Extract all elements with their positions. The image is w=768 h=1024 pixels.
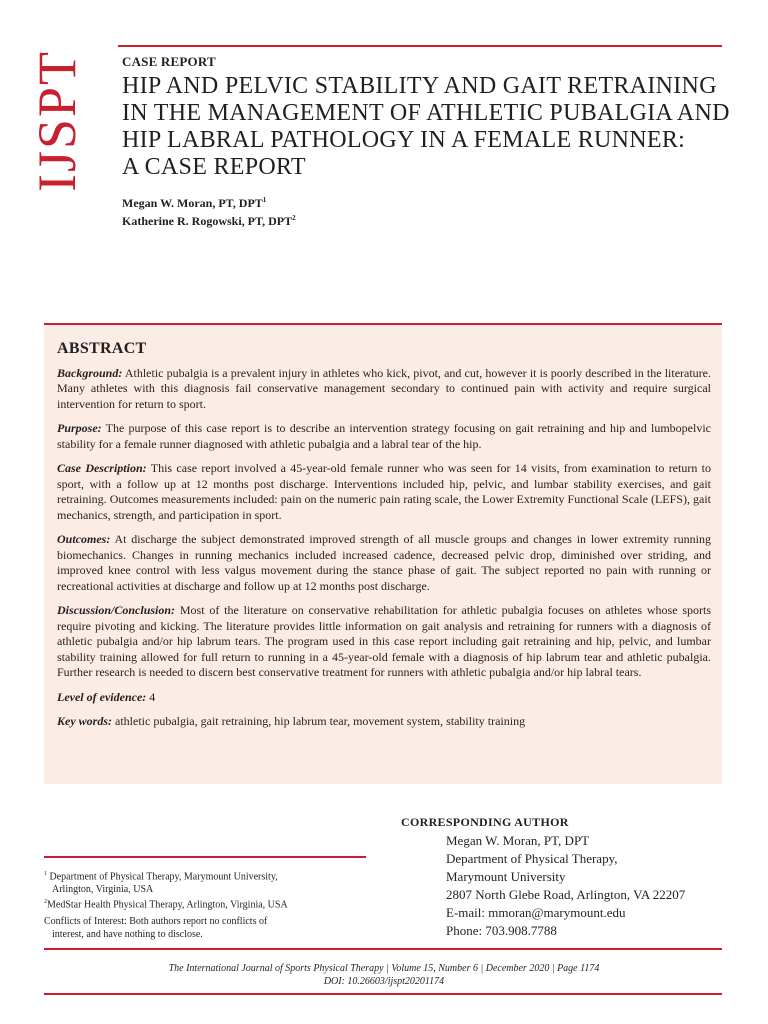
abstract-content [57,341,711,739]
footer-rule [44,948,722,950]
footnote-rule [44,856,366,858]
abstract-box [44,323,722,784]
abstract-background: Background: Athletic pubalgia is a prevalent injury in athletes who kick, pivot, and cut, however it is poorly described in the literature. Many athletes with this diagnosis fail conservative management secondary to continued pain with activity and require surgical intervention for return to sport. [57,365,712,411]
corresponding-author-phone: Phone: 703.908.7788 [446,923,557,938]
section-label: CASE REPORT [122,54,216,69]
journal-logo [22,49,92,193]
footnotes [44,868,364,941]
journal-logo-text: IJSPT [27,49,87,193]
title-line: HIP AND PELVIC STABILITY AND GAIT RETRAINING [122,73,717,99]
title-line: HIP LABRAL PATHOLOGY IN A FEMALE RUNNER: [122,127,686,153]
author-list [122,193,296,229]
abstract-purpose: Purpose: The purpose of this case report is to describe an intervention strategy focusing on gait retraining and hip and lumbopelvic stability for a female runner diagnosed with athletic pubalgia and a labral tear of the hip. [57,421,711,451]
abstract-discussion: Discussion/Conclusion: Most of the literature on conservative rehabilitation for athletic pubalgia focuses on athletes whose sports require pivoting and kicking. The literature provides little information on gait analysis and retraining for runners with a diagnosis of athletic pubalgia and/or hip labrum tears. The program used in this case report including gait retraining and hip, pelvic, and lumbar stability training allowed for full return to running in a 45-year-old female with a diagnosis of hip labrum tear and athletic pubalgia. Further research is needed to discern best conservative treatment for runners with athletic pubalgia and/or hip labral tears. [57,603,711,679]
title-line: IN THE MANAGEMENT OF ATHLETIC PUBALGIA AND [122,100,730,126]
corresponding-author-line: Department of Physical Therapy, [446,851,618,866]
corresponding-author-details [446,832,685,940]
article-title [122,73,742,181]
conflicts-statement-cont: interest, and have nothing to disclose. [52,928,203,940]
abstract-case-description: Case Description: This case report involved a 45-year-old female runner who was seen for 14 visits, from examination to return to sport, with a follow up at 12 months post discharge. Interventions included hip, pelvic, and lumbar stability exercises, and gait retraining. Outcomes measurements included: pain on the numeric pain rating scale, the Lower Extremity Functional Scale (LEFS), gait mechanics, strength, and participation in sport. [57,461,711,522]
abstract-key-words: Key words: athletic pubalgia, gait retraining, hip labrum tear, movement system, stability training [57,714,526,728]
author: Katherine R. Rogowski, PT, DPT$^2$ [122,214,296,228]
abstract-heading: ABSTRACT [57,340,147,357]
corresponding-author-name: Megan W. Moran, PT, DPT [446,833,590,848]
conflicts-statement: Conflicts of Interest: Both authors report no conflicts of [44,916,268,928]
journal-citation: The International Journal of Sports Physical Therapy | Volume 15, Number 6 | December 2020 | Page 1174 [168,963,600,974]
corresponding-author-line: Marymount University [446,869,566,884]
affiliation-footnote-cont: Arlington, Virginia, USA [52,883,154,895]
corresponding-author-email[interactable]: E-mail: mmoran@marymount.edu [446,905,626,920]
corresponding-author-heading: CORRESPONDING AUTHOR [401,815,569,829]
abstract-outcomes: Outcomes: At discharge the subject demonstrated improved strength of all muscle groups and changes in lower extremity running biomechanics. Changes in running mechanics included increased cadence, decreased pelvic drop, diminished over striding, and improved knee control with less valgus movement during the stance phase of gait. The subject reported no pain with running or recreational activities at discharge and follow up at 12 months post discharge. [57,532,711,593]
affiliation-footnote: $^1$ Department of Physical Therapy, Marymount University, [44,871,278,883]
author: Megan W. Moran, PT, DPT$^1$ [122,196,267,210]
title-line: A CASE REPORT [122,154,306,180]
abstract-level-of-evidence: Level of evidence: 4 [57,689,156,704]
doi[interactable]: DOI: 10.26603/ijspt20201174 [323,976,445,987]
affiliation-footnote: $^2$MedStar Health Physical Therapy, Arlington, Virginia, USA [44,899,288,911]
bottom-rule [44,993,722,995]
page-footer [0,962,768,988]
corresponding-author-address: 2807 North Glebe Road, Arlington, VA 22207 [446,887,686,902]
top-rule [118,45,722,47]
